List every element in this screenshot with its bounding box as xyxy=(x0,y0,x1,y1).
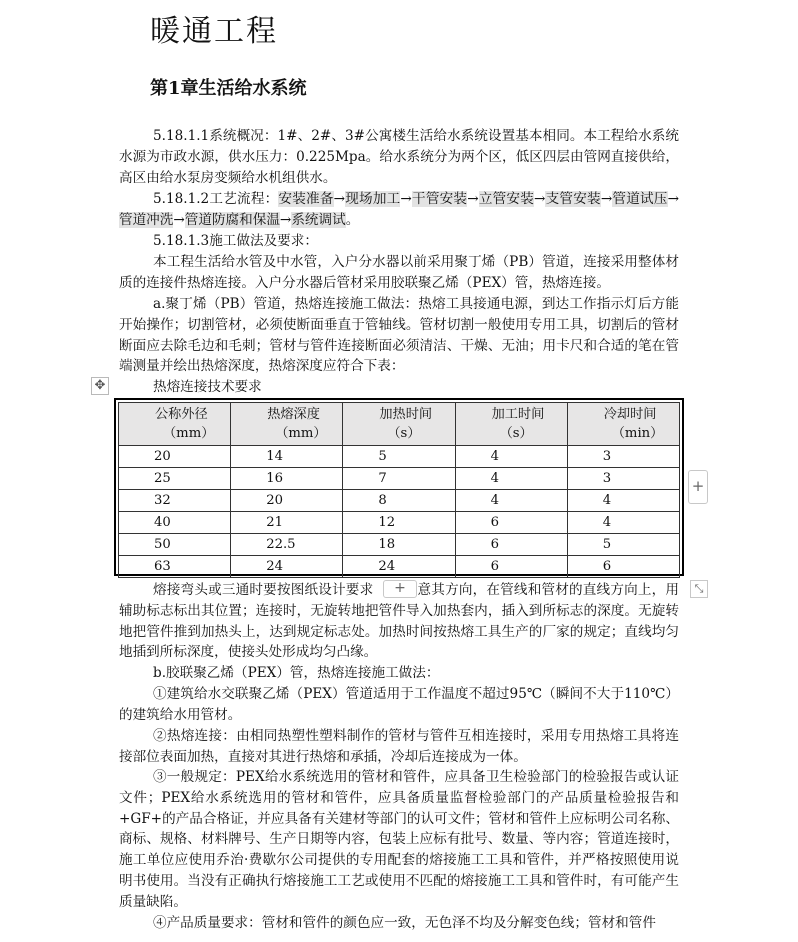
paragraph-pex-heading xyxy=(119,663,679,684)
fusion-spec-grid xyxy=(118,402,680,578)
table-row xyxy=(119,446,680,468)
table-cell[interactable]: 40 xyxy=(119,512,231,534)
table-cell[interactable]: 21 xyxy=(231,512,343,534)
process-step: 干管安装 xyxy=(411,191,468,207)
page-title: 暖通工程 xyxy=(150,14,278,49)
paragraph-system-overview xyxy=(119,126,679,188)
table-cell[interactable]: 25 xyxy=(119,468,231,490)
table-cell[interactable]: 4 xyxy=(455,490,567,512)
paragraph-text: ②热熔连接：由相同热塑性塑料制作的管材与管件互相连接时，采用专用热熔工具将连接部位表面加热，直接对其进行热熔和承插，冷却后连接成为一体。 xyxy=(119,728,679,765)
table-cell[interactable]: 14 xyxy=(231,446,343,468)
process-step: 管道试压 xyxy=(612,191,668,207)
table-caption-text: 热熔连接技术要求 xyxy=(153,379,262,395)
table-cell[interactable]: 6 xyxy=(455,556,567,578)
process-step: 安装准备 xyxy=(278,191,334,207)
paragraph-text: 5.18.1.1系统概况：1#、2#、3#公寓楼生活给水系统设置基本相同。本工程给水系统水源为市政水源，供水压力：0.225Mpa。给水系统分为两个区，低区四层由管网直接供给，高区由给水泵房变频给水机组供水。 xyxy=(119,128,679,186)
process-step: 系统调试 xyxy=(291,211,346,228)
add-row-icon[interactable]: + xyxy=(383,580,417,598)
paragraph-pipe-material xyxy=(119,252,679,294)
paragraph-pex-general-rules xyxy=(119,767,679,913)
table-cell[interactable]: 32 xyxy=(119,490,231,512)
paragraph-text: ③一般规定：PEX给水系统选用的管材和管件，应具备卫生检验部门的检验报告或认证文件；PEX给水系统选用的管材和管件，应具备质量监督检验部门的产品质量检验报告和+GF+的产品合格证，并应具备有关建材等部门的认可文件；管材和管件上应标明公司名称、商标、规格、材料牌号、生产日期等内容，包装上应标有批号、数量、等内容；管道连接时，施工单位应使用乔治·费歇尔公司提供的专用配套的熔接施工工具和管件，并严格按照使用说明书使用。当没有正确执行熔接施工工艺或使用不匹配的熔接施工工具和管件时，有可能产生质量缺陷。 xyxy=(119,769,679,910)
process-step: 现场加工 xyxy=(345,191,401,207)
process-step: 支管安装 xyxy=(545,191,601,207)
paragraph-text: 熔接弯头或三通时要按图纸设计要求 xyxy=(153,582,374,598)
header-cell[interactable]: 冷却时间 （min） xyxy=(567,403,679,446)
table-cell[interactable]: 50 xyxy=(119,534,231,556)
paragraph-text: b.胶联聚乙烯（PEX）管，热熔连接施工做法： xyxy=(153,665,440,681)
paragraph-method-heading xyxy=(119,231,679,252)
table-cell[interactable]: 24 xyxy=(343,556,455,578)
table-cell[interactable]: 8 xyxy=(343,490,455,512)
table-cell[interactable]: 20 xyxy=(231,490,343,512)
add-column-icon[interactable]: + xyxy=(688,470,708,504)
table-row xyxy=(119,556,680,578)
table-header-row xyxy=(119,403,680,446)
table-cell[interactable]: 20 xyxy=(119,446,231,468)
paragraph-text: a.聚丁烯（PB）管道，热熔连接施工做法：热熔工具接通电源，到达工作指示灯后方能开始操作；切割管材，必须使断面垂直于管轴线。管材切割一般使用专用工具，切割后的管材断面应去除毛边和毛刺；管材与管件连接断面必须清洁、干燥、无油；用卡尺和合适的笔在管端测量并绘出热熔深度，热熔深度应符合下表： xyxy=(119,296,679,375)
paragraph-text: ①建筑给水交联聚乙烯（PEX）管道适用于工作温度不超过95℃（瞬间不大于110℃）的建筑给水用管材。 xyxy=(119,686,679,723)
table-cell[interactable]: 5 xyxy=(567,534,679,556)
header-cell[interactable]: 公称外径 （mm） xyxy=(119,403,231,446)
table-resize-icon[interactable]: ⤡ xyxy=(690,580,708,598)
paragraph-pex-fusion xyxy=(119,726,679,768)
table-row xyxy=(119,512,680,534)
table-cell[interactable]: 3 xyxy=(567,468,679,490)
table-cell[interactable]: 6 xyxy=(455,534,567,556)
paragraph-text: 5.18.1.3施工做法及要求： xyxy=(153,233,318,249)
chapter-heading: 第1章生活给水系统 xyxy=(150,78,307,99)
header-cell[interactable]: 热熔深度 （mm） xyxy=(231,403,343,446)
process-step: 立管安装 xyxy=(478,191,535,207)
paragraph-pb-method xyxy=(119,294,679,377)
table-cell[interactable]: 3 xyxy=(567,446,679,468)
paragraph-process-flow: 5.18.1.2工艺流程：安装准备→现场加工→干管安装→立管安装→支管安装→管道试压→管道冲洗→管道防腐和保温→系统调试。 xyxy=(119,191,680,228)
table-cell[interactable]: 5 xyxy=(343,446,455,468)
table-cell[interactable]: 24 xyxy=(231,556,343,578)
table-row xyxy=(119,534,680,556)
process-step: 管道防腐和保温 xyxy=(184,211,280,228)
process-flow-label: 5.18.1.2工艺流程： xyxy=(153,191,279,207)
table-cell[interactable]: 12 xyxy=(343,512,455,534)
table-caption xyxy=(119,377,679,398)
table-cell[interactable]: 63 xyxy=(119,556,231,578)
table-cell[interactable]: 16 xyxy=(231,468,343,490)
table-cell[interactable]: 7 xyxy=(343,468,455,490)
paragraph-text: 本工程生活给水管及中水管，入户分水器以前采用聚丁烯（PB）管道，连接采用整体材质的连接件热熔连接。入户分水器后管材采用胶联聚乙烯（PEX）管，热熔连接。 xyxy=(119,254,679,291)
table-cell[interactable]: 4 xyxy=(567,490,679,512)
header-cell[interactable]: 加热时间 （s） xyxy=(343,403,455,446)
paragraph-text: 意其方向，在管线和管材的直线方向上，用辅助标志标出其位置；连接时，无旋转地把管件导入加热套内，插入到所标志的深度。无旋转地把管件推到加热头上，达到规定标志处。加热时间按热熔工具生产的厂家的规定；直线均匀地插到所标深度，使接头处形成均匀凸缘。 xyxy=(119,582,679,661)
table-cell[interactable]: 22.5 xyxy=(231,534,343,556)
table-cell[interactable]: 4 xyxy=(455,468,567,490)
table-cell[interactable]: 6 xyxy=(567,556,679,578)
paragraph-text: ④产品质量要求：管材和管件的颜色应一致，无色泽不均及分解变色线；管材和管件 xyxy=(153,915,656,931)
paragraph-quality-requirements xyxy=(119,913,679,934)
table-row xyxy=(119,490,680,512)
paragraph-pex-scope xyxy=(119,684,679,726)
table-cell[interactable]: 6 xyxy=(455,512,567,534)
table-move-handle-icon[interactable]: ✥ xyxy=(91,377,109,395)
table-row xyxy=(119,468,680,490)
table-cell[interactable]: 4 xyxy=(567,512,679,534)
fusion-spec-table xyxy=(114,398,684,576)
table-cell[interactable]: 4 xyxy=(455,446,567,468)
header-cell[interactable]: 加工时间 （s） xyxy=(455,403,567,446)
process-step: 管道冲洗 xyxy=(119,211,174,228)
table-cell[interactable]: 18 xyxy=(343,534,455,556)
